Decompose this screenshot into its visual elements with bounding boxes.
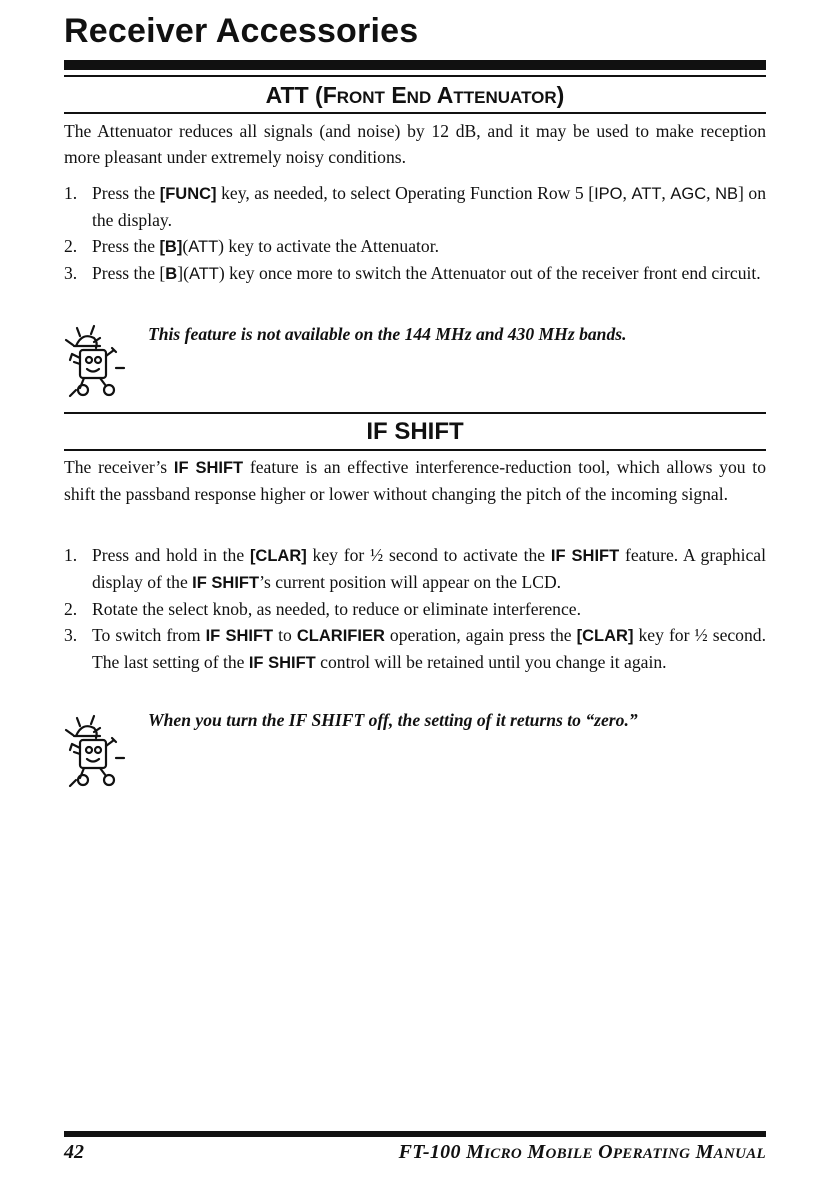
footer-divider xyxy=(64,1131,766,1137)
att-heading: ATT (FRONT END ATTENUATOR) xyxy=(265,82,565,108)
list-item: 3. Press the [B](ATT) key once more to switch the Attenuator out of the receiver front end circuit. xyxy=(64,263,761,283)
ifshift-note: When you turn the IF SHIFT off, the setting of it returns to “zero.” xyxy=(148,710,638,730)
page-title: Receiver Accessories xyxy=(64,12,419,50)
list-item: 2. Rotate the select knob, as needed, to reduce or eliminate interference. xyxy=(64,599,581,619)
title-divider xyxy=(64,60,766,70)
att-top-rule xyxy=(64,75,766,77)
att-note: This feature is not available on the 144 MHz and 430 MHz bands. xyxy=(148,324,627,344)
ifshift-steps xyxy=(64,542,766,676)
mascot-icon xyxy=(60,708,144,797)
ifshift-heading: IF SHIFT xyxy=(366,418,464,445)
att-bottom-rule xyxy=(64,112,766,114)
list-item: 1. Press and hold in the [CLAR] key for ½ second to activate the IF SHIFT feature. A graphical display of the IF SHIFT’s current position will appear on the LCD. xyxy=(64,545,766,592)
ifshift-top-rule xyxy=(64,412,766,414)
ifshift-bottom-rule xyxy=(64,449,766,451)
list-item: 1. Press the [FUNC] key, as needed, to select Operating Function Row 5 [IPO, ATT, AGC, NB] on the display. xyxy=(64,183,767,230)
list-item: 3. To switch from IF SHIFT to CLARIFIER operation, again press the [CLAR] key for ½ second. The last setting of the IF SHIFT control will be retained until you change it again. xyxy=(64,625,766,672)
page-number: 42 xyxy=(64,1141,84,1163)
mascot-icon xyxy=(60,318,144,407)
list-item: 2. Press the [B](ATT) key to activate the Attenuator. xyxy=(64,236,439,256)
att-steps xyxy=(64,180,766,287)
att-intro: The Attenuator reduces all signals (and noise) by 12 dB, and it may be used to make reception more pleasant under extremely noisy conditions. xyxy=(64,121,766,167)
ifshift-intro: The receiver’s IF SHIFT feature is an effective interference-reduction tool, which allows you to shift the passband response higher or lower without changing the pitch of the incoming signal. xyxy=(64,457,766,504)
manual-title: FT-100 MICRO MOBILE OPERATING MANUAL xyxy=(398,1141,766,1163)
